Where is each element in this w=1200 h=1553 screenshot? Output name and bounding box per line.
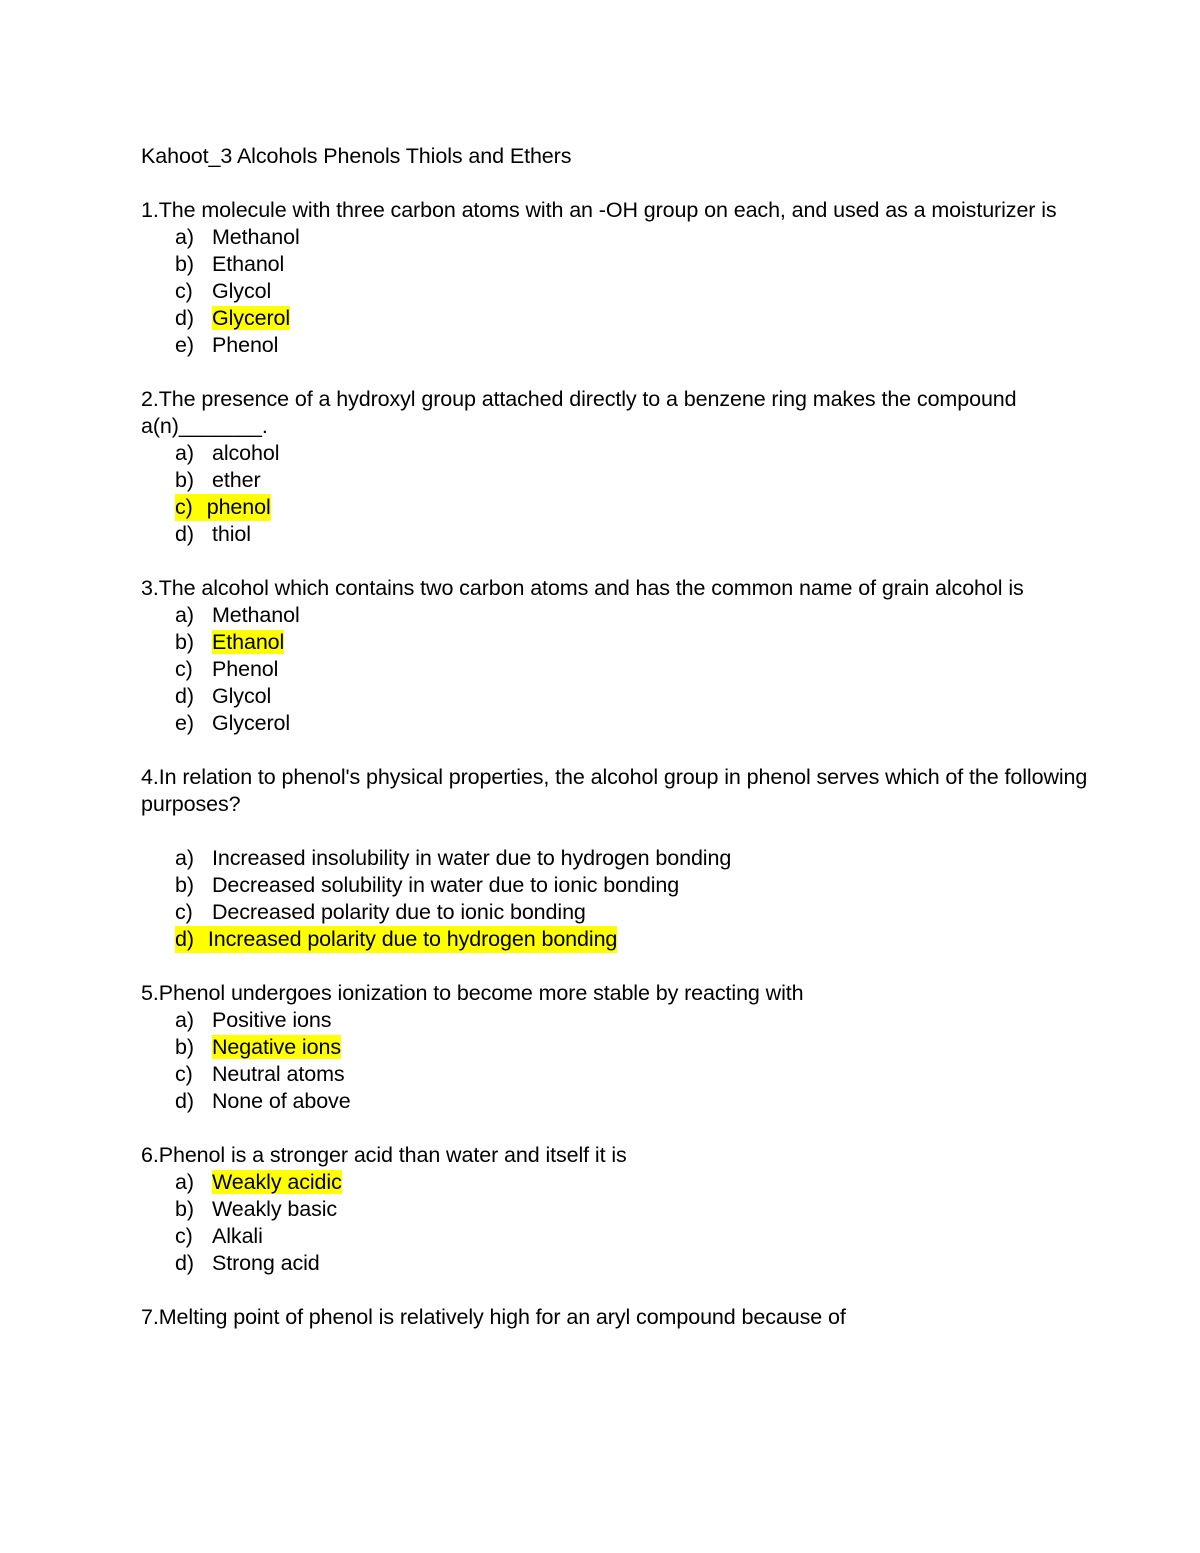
question-4 xyxy=(141,764,1101,953)
option-text: Methanol xyxy=(212,225,300,249)
answer-option xyxy=(141,278,1101,305)
option-letter: d) xyxy=(175,522,194,546)
question-6 xyxy=(141,1142,1101,1277)
question-2 xyxy=(141,386,1101,548)
option-letter: c) xyxy=(175,495,193,519)
highlighted-answer-text: phenol xyxy=(206,495,271,519)
question-stem: 1.The molecule with three carbon atoms with an -OH group on each, and used as a moisturizer is xyxy=(141,198,1057,222)
option-letter: a) xyxy=(175,441,194,465)
question-1 xyxy=(141,197,1101,359)
answer-options xyxy=(141,602,1101,737)
answer-option xyxy=(141,467,1101,494)
answer-option xyxy=(141,1007,1101,1034)
question-stem: 4.In relation to phenol's physical properties, the alcohol group in phenol serves which of the following purposes? xyxy=(141,765,1088,816)
answer-option xyxy=(141,1088,1101,1115)
answer-option xyxy=(141,1223,1101,1250)
option-letter: d) xyxy=(175,927,194,951)
option-text: alcohol xyxy=(212,441,280,465)
highlighted-answer-text: Weakly acidic xyxy=(212,1170,342,1194)
option-text: Glycol xyxy=(212,279,272,303)
option-letter: c) xyxy=(175,900,193,924)
answer-option-correct xyxy=(141,305,1101,332)
question-7 xyxy=(141,1304,1101,1331)
option-letter: a) xyxy=(175,1008,194,1032)
question-5 xyxy=(141,980,1101,1115)
highlighted-answer-row xyxy=(175,926,617,953)
option-text: Decreased polarity due to ionic bonding xyxy=(212,900,586,924)
option-letter: d) xyxy=(175,1089,194,1113)
highlighted-answer-text: Ethanol xyxy=(212,630,285,654)
option-letter: b) xyxy=(175,468,194,492)
option-letter: d) xyxy=(175,306,194,330)
answer-option xyxy=(141,521,1101,548)
highlighted-answer-row xyxy=(175,494,271,521)
highlighted-answer-text: Increased polarity due to hydrogen bonding xyxy=(207,927,618,951)
option-text: ether xyxy=(212,468,261,492)
option-letter: a) xyxy=(175,846,194,870)
answer-option xyxy=(141,1250,1101,1277)
option-letter: b) xyxy=(175,252,194,276)
option-letter: a) xyxy=(175,1170,194,1194)
option-text: Methanol xyxy=(212,603,300,627)
answer-options xyxy=(141,1169,1101,1277)
option-letter: b) xyxy=(175,1197,194,1221)
question-3 xyxy=(141,575,1101,737)
answer-option xyxy=(141,440,1101,467)
answer-options xyxy=(141,845,1101,953)
option-letter: d) xyxy=(175,1251,194,1275)
option-letter: d) xyxy=(175,684,194,708)
highlighted-answer-text: Glycerol xyxy=(212,306,291,330)
answer-options xyxy=(141,224,1101,359)
document-body xyxy=(141,143,1101,1358)
answer-option xyxy=(141,845,1101,872)
option-letter: c) xyxy=(175,1062,193,1086)
answer-option xyxy=(141,656,1101,683)
question-stem: 7.Melting point of phenol is relatively high for an aryl compound because of xyxy=(141,1305,846,1329)
option-letter: a) xyxy=(175,603,194,627)
answer-options xyxy=(141,1007,1101,1115)
option-letter: c) xyxy=(175,279,193,303)
option-text: Phenol xyxy=(212,657,279,681)
answer-option-correct xyxy=(141,1169,1101,1196)
question-stem: 5.Phenol undergoes ionization to become more stable by reacting with xyxy=(141,981,804,1005)
option-letter: b) xyxy=(175,873,194,897)
answer-option xyxy=(141,332,1101,359)
option-letter: c) xyxy=(175,1224,193,1248)
option-text: Strong acid xyxy=(212,1251,320,1275)
answer-option-correct xyxy=(141,494,1101,521)
question-stem: 6.Phenol is a stronger acid than water and itself it is xyxy=(141,1143,627,1167)
option-letter: a) xyxy=(175,225,194,249)
option-letter: c) xyxy=(175,657,193,681)
option-text: Neutral atoms xyxy=(212,1062,345,1086)
option-text: Positive ions xyxy=(212,1008,332,1032)
option-text: Alkali xyxy=(212,1224,263,1248)
option-text: Glycol xyxy=(212,684,272,708)
option-letter: e) xyxy=(175,333,194,357)
option-letter: b) xyxy=(175,1035,194,1059)
answer-options xyxy=(141,440,1101,548)
answer-option xyxy=(141,872,1101,899)
answer-option xyxy=(141,602,1101,629)
option-text: Increased insolubility in water due to hydrogen bonding xyxy=(212,846,732,870)
option-text: None of above xyxy=(212,1089,351,1113)
option-text: Ethanol xyxy=(212,252,285,276)
answer-option-correct xyxy=(141,1034,1101,1061)
answer-option xyxy=(141,710,1101,737)
answer-option xyxy=(141,224,1101,251)
highlighted-answer-text: Negative ions xyxy=(212,1035,341,1059)
option-text: thiol xyxy=(212,522,251,546)
answer-option xyxy=(141,1061,1101,1088)
option-letter: b) xyxy=(175,630,194,654)
answer-option xyxy=(141,1196,1101,1223)
option-text: Phenol xyxy=(212,333,279,357)
option-letter: e) xyxy=(175,711,194,735)
option-text: Decreased solubility in water due to ionic bonding xyxy=(212,873,680,897)
answer-option-correct xyxy=(141,629,1101,656)
option-text: Weakly basic xyxy=(212,1197,338,1221)
answer-option xyxy=(141,251,1101,278)
option-text: Glycerol xyxy=(212,711,291,735)
document-title: Kahoot_3 Alcohols Phenols Thiols and Ethers xyxy=(141,144,572,168)
answer-option xyxy=(141,899,1101,926)
question-stem: 3.The alcohol which contains two carbon atoms and has the common name of grain alcohol is xyxy=(141,576,1024,600)
answer-option xyxy=(141,683,1101,710)
question-stem: 2.The presence of a hydroxyl group attached directly to a benzene ring makes the compound a(n)_______. xyxy=(141,387,1017,438)
answer-option-correct xyxy=(141,926,1101,953)
